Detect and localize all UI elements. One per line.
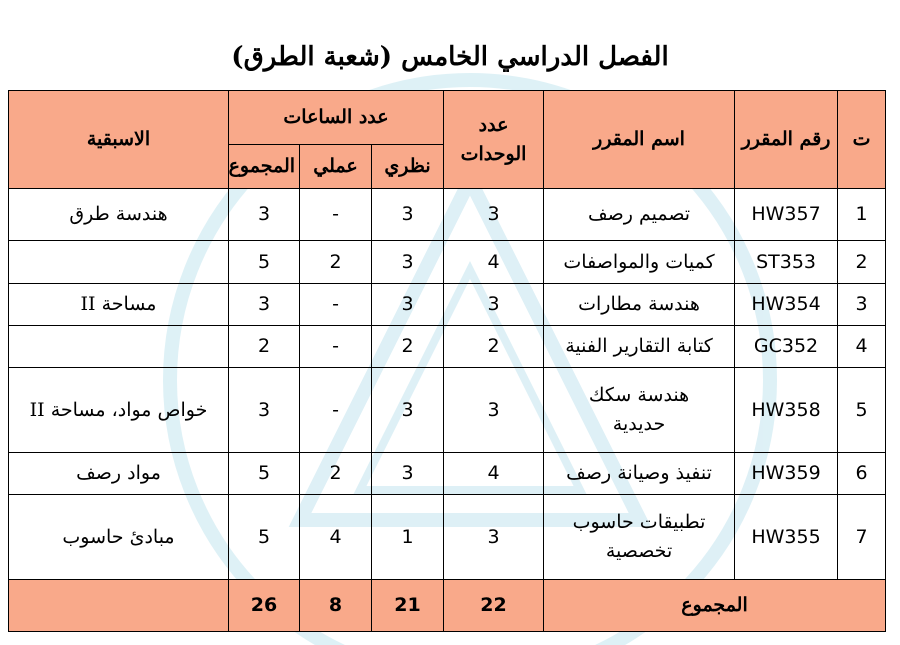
row-prerequisites: خواص مواد، مساحة II [9,368,229,453]
table-row [9,495,886,580]
header-course-name: اسم المقرر [544,91,735,189]
row-course-code: ST353 [735,241,838,283]
header-theory: نظري [372,145,444,189]
header-units: عدد الوحدات [444,91,544,189]
row-practical: 2 [300,452,372,494]
table-row [9,283,886,325]
row-theory: 3 [372,368,444,453]
row-course-name: تصميم رصف [544,189,735,241]
row-units: 4 [444,452,544,494]
row-prerequisites: مواد رصف [9,452,229,494]
footer-theory: 21 [372,579,444,631]
row-course-code: HW358 [735,368,838,453]
row-practical: - [300,368,372,453]
row-prerequisites: مبادئ حاسوب [9,495,229,580]
row-practical: - [300,325,372,367]
row-units: 3 [444,368,544,453]
header-hours: عدد الساعات [229,91,444,145]
header-serial: ت [838,91,886,189]
row-course-code: GC352 [735,325,838,367]
row-course-code: HW354 [735,283,838,325]
row-course-name: كتابة التقارير الفنية [544,325,735,367]
row-theory: 1 [372,495,444,580]
row-serial: 5 [838,368,886,453]
row-total: 5 [229,452,300,494]
totals-row [9,579,886,631]
row-course-name: تطبيقات حاسوب تخصصية [544,495,735,580]
row-course-code: HW357 [735,189,838,241]
row-practical: 4 [300,495,372,580]
row-total: 5 [229,495,300,580]
row-serial: 6 [838,452,886,494]
row-serial: 4 [838,325,886,367]
footer-total: 26 [229,579,300,631]
row-total: 3 [229,189,300,241]
courses-table [8,90,886,632]
row-prerequisites: هندسة طرق [9,189,229,241]
row-units: 3 [444,283,544,325]
row-theory: 3 [372,189,444,241]
row-theory: 3 [372,241,444,283]
row-serial: 2 [838,241,886,283]
row-course-name: كميات والمواصفات [544,241,735,283]
row-units: 3 [444,495,544,580]
header-prerequisites: الاسبقية [9,91,229,189]
row-total: 3 [229,283,300,325]
row-units: 2 [444,325,544,367]
row-course-code: HW359 [735,452,838,494]
page-title: الفصل الدراسي الخامس (شعبة الطرق) [231,42,669,72]
row-practical: - [300,189,372,241]
table-row [9,368,886,453]
table-row [9,241,886,283]
row-total: 3 [229,368,300,453]
row-total: 2 [229,325,300,367]
row-practical: - [300,283,372,325]
row-course-name: هندسة سكك حديدية [544,368,735,453]
header-course-code: رقم المقرر [735,91,838,189]
row-theory: 3 [372,452,444,494]
row-prerequisites [9,241,229,283]
row-course-name: تنفيذ وصيانة رصف [544,452,735,494]
row-serial: 1 [838,189,886,241]
footer-label: المجموع [544,579,886,631]
row-units: 3 [444,189,544,241]
row-total: 5 [229,241,300,283]
row-practical: 2 [300,241,372,283]
row-prerequisites: مساحة II [9,283,229,325]
row-serial: 7 [838,495,886,580]
table-row [9,452,886,494]
footer-units: 22 [444,579,544,631]
row-serial: 3 [838,283,886,325]
row-course-code: HW355 [735,495,838,580]
header-practical: عملي [300,145,372,189]
table-row [9,189,886,241]
row-prerequisites [9,325,229,367]
footer-practical: 8 [300,579,372,631]
table-row [9,325,886,367]
footer-prerequisites-empty [9,579,229,631]
row-theory: 2 [372,325,444,367]
header-total: المجموع [229,145,300,189]
row-course-name: هندسة مطارات [544,283,735,325]
row-units: 4 [444,241,544,283]
row-theory: 3 [372,283,444,325]
